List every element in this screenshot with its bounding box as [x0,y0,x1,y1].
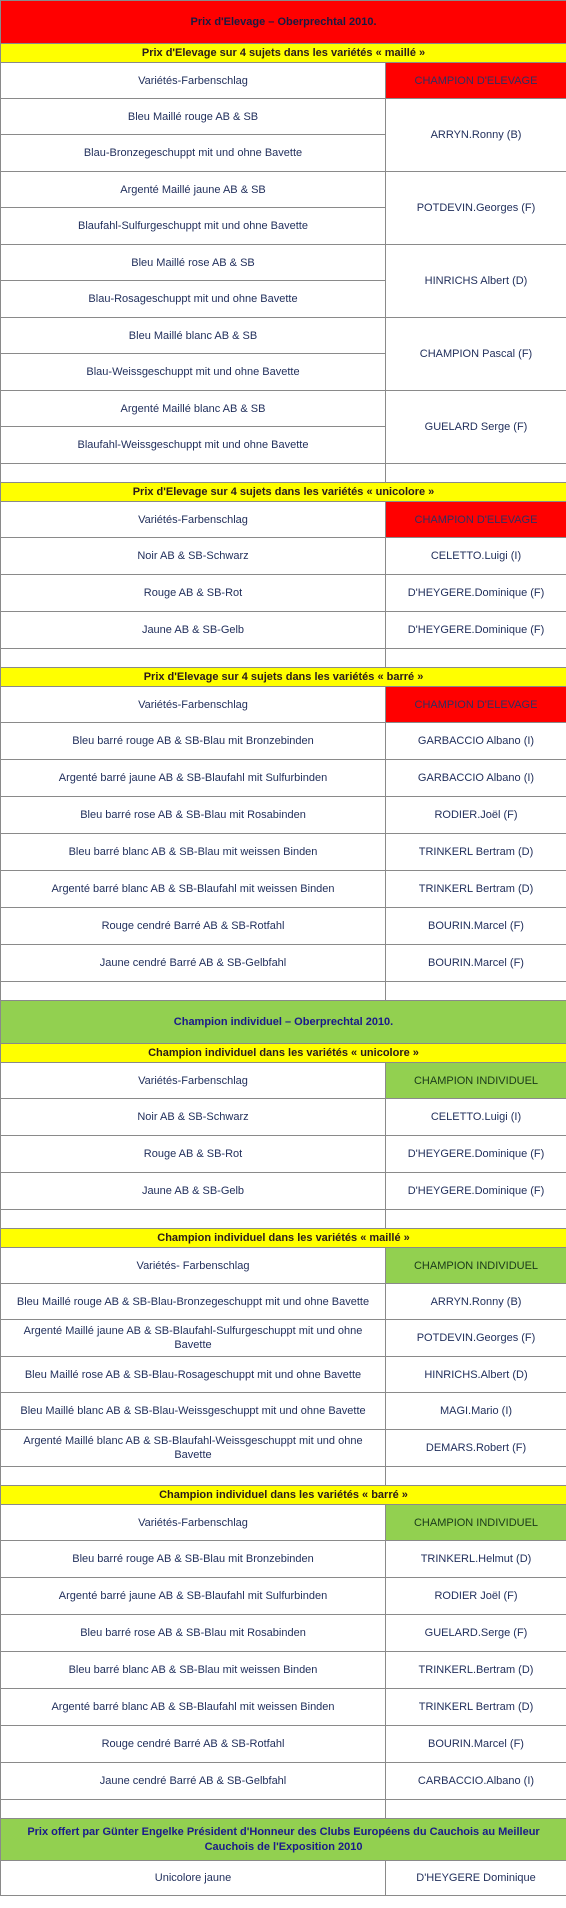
page-title: Prix d'Elevage – Oberprechtal 2010. [1,1,566,44]
spacer-row [1,1800,566,1819]
section-heading-row [1,668,566,687]
variety-cell: Bleu barré blanc AB & SB-Blau mit weissen Binden [1,1652,386,1689]
table-row [1,538,566,575]
table-row [1,760,566,797]
column-header-row [1,1248,566,1284]
section-heading-ind-barre: Champion individuel dans les variétés « barré » [1,1486,566,1505]
column-header-champion: CHAMPION INDIVIDUEL [386,1063,566,1099]
section-heading-ind-maille: Champion individuel dans les variétés « maillé » [1,1229,566,1248]
section-heading-ind-unicolore: Champion individuel dans les variétés « unicolore » [1,1044,566,1063]
champion-cell: TRINKERL.Bertram (D) [386,1652,566,1689]
table-row [1,318,566,354]
champion-cell: HINRICHS Albert (D) [386,245,566,318]
table-row [1,1357,566,1393]
champion-cell: RODIER.Joël (F) [386,797,566,834]
variety-cell: Jaune AB & SB-Gelb [1,1173,386,1210]
champion-cell: D'HEYGERE Dominique [386,1861,566,1896]
variety-cell: Argenté Maillé blanc AB & SB [1,391,386,427]
section-heading-maille: Prix d'Elevage sur 4 sujets dans les variétés « maillé » [1,44,566,63]
special-prize-heading: Prix offert par Günter Engelke Président d'Honneur des Clubs Européens du Cauchois au Meilleur Cauchois de l'Exposition 2010 [1,1819,566,1861]
variety-cell: Argenté Maillé jaune AB & SB-Blaufahl-Sulfurgeschuppt mit und ohne Bavette [1,1320,386,1357]
table-row [1,245,566,281]
table-row [1,1393,566,1430]
champion-cell: D'HEYGERE.Dominique (F) [386,1136,566,1173]
variety-cell: Jaune AB & SB-Gelb [1,612,386,649]
variety-cell: Jaune cendré Barré AB & SB-Gelbfahl [1,945,386,982]
variety-cell: Argenté barré blanc AB & SB-Blaufahl mit weissen Binden [1,871,386,908]
variety-cell: Bleu Maillé rose AB & SB [1,245,386,281]
variety-cell: Bleu barré blanc AB & SB-Blau mit weissen Binden [1,834,386,871]
section-heading-row [1,44,566,63]
champion-cell: GARBACCIO Albano (I) [386,723,566,760]
title-row [1,1819,566,1861]
variety-cell: Blau-Weissgeschuppt mit und ohne Bavette [1,354,386,391]
table-row [1,575,566,612]
column-header-variety: Variétés-Farbenschlag [1,1063,386,1099]
variety-cell: Bleu barré rouge AB & SB-Blau mit Bronzebinden [1,723,386,760]
column-header-variety: Variétés-Farbenschlag [1,1505,386,1541]
variety-cell: Jaune cendré Barré AB & SB-Gelbfahl [1,1763,386,1800]
individuel-title: Champion individuel – Oberprechtal 2010. [1,1001,566,1044]
table-row [1,391,566,427]
column-header-variety: Variétés-Farbenschlag [1,63,386,99]
variety-cell: Bleu Maillé rouge AB & SB [1,99,386,135]
spacer-row [1,1210,566,1229]
table-row [1,1284,566,1320]
table-row [1,1320,566,1357]
variety-cell: Unicolore jaune [1,1861,386,1896]
section-heading-row [1,1044,566,1063]
table-row [1,1726,566,1763]
variety-cell: Blau-Rosageschuppt mit und ohne Bavette [1,281,386,318]
champion-cell: CELETTO.Luigi (I) [386,538,566,575]
variety-cell: Argenté barré jaune AB & SB-Blaufahl mit Sulfurbinden [1,1578,386,1615]
results-table-body [1,1,566,1896]
table-row [1,1173,566,1210]
table-row [1,1430,566,1467]
table-row [1,172,566,208]
champion-cell: BOURIN.Marcel (F) [386,1726,566,1763]
variety-cell: Rouge AB & SB-Rot [1,1136,386,1173]
champion-cell: CELETTO.Luigi (I) [386,1099,566,1136]
column-header-variety: Variétés-Farbenschlag [1,687,386,723]
column-header-row [1,687,566,723]
variety-cell: Bleu Maillé rouge AB & SB-Blau-Bronzegeschuppt mit und ohne Bavette [1,1284,386,1320]
champion-cell: TRINKERL Bertram (D) [386,871,566,908]
table-row [1,1861,566,1896]
column-header-row [1,1063,566,1099]
title-row [1,1001,566,1044]
champion-cell: TRINKERL Bertram (D) [386,1689,566,1726]
section-heading-barre: Prix d'Elevage sur 4 sujets dans les variétés « barré » [1,668,566,687]
table-row [1,908,566,945]
column-header-row [1,502,566,538]
spacer-row [1,982,566,1001]
column-header-champion: CHAMPION D'ELEVAGE [386,63,566,99]
table-row [1,723,566,760]
champion-cell: RODIER Joël (F) [386,1578,566,1615]
champion-cell: DEMARS.Robert (F) [386,1430,566,1467]
variety-cell: Noir AB & SB-Schwarz [1,538,386,575]
table-row [1,1652,566,1689]
variety-cell: Rouge cendré Barré AB & SB-Rotfahl [1,908,386,945]
champion-cell: D'HEYGERE.Dominique (F) [386,612,566,649]
champion-cell: ARRYN.Ronny (B) [386,1284,566,1320]
title-row [1,1,566,44]
variety-cell: Argenté Maillé jaune AB & SB [1,172,386,208]
column-header-row [1,63,566,99]
champion-cell: GUELARD Serge (F) [386,391,566,464]
variety-cell: Blau-Bronzegeschuppt mit und ohne Bavette [1,135,386,172]
table-row [1,1763,566,1800]
champion-cell: CHAMPION Pascal (F) [386,318,566,391]
variety-cell: Rouge cendré Barré AB & SB-Rotfahl [1,1726,386,1763]
spacer-row [1,1467,566,1486]
variety-cell: Bleu barré rose AB & SB-Blau mit Rosabinden [1,797,386,834]
champion-cell: ARRYN.Ronny (B) [386,99,566,172]
column-header-champion: CHAMPION D'ELEVAGE [386,502,566,538]
variety-cell: Argenté Maillé blanc AB & SB-Blaufahl-Weissgeschuppt mit und ohne Bavette [1,1430,386,1467]
table-row [1,1615,566,1652]
champion-cell: D'HEYGERE.Dominique (F) [386,1173,566,1210]
section-heading-row [1,483,566,502]
spacer-row [1,649,566,668]
champion-cell: TRINKERL.Helmut (D) [386,1541,566,1578]
column-header-champion: CHAMPION INDIVIDUEL [386,1505,566,1541]
spacer-row [1,464,566,483]
champion-cell: BOURIN.Marcel (F) [386,908,566,945]
champion-cell: TRINKERL Bertram (D) [386,834,566,871]
champion-cell: GARBACCIO Albano (I) [386,760,566,797]
section-heading-unicolore: Prix d'Elevage sur 4 sujets dans les variétés « unicolore » [1,483,566,502]
variety-cell: Noir AB & SB-Schwarz [1,1099,386,1136]
variety-cell: Blaufahl-Weissgeschuppt mit und ohne Bavette [1,427,386,464]
table-row [1,945,566,982]
column-header-row [1,1505,566,1541]
table-row [1,1099,566,1136]
column-header-variety: Variétés- Farbenschlag [1,1248,386,1284]
column-header-champion: CHAMPION INDIVIDUEL [386,1248,566,1284]
champion-cell: HINRICHS.Albert (D) [386,1357,566,1393]
champion-cell: MAGI.Mario (I) [386,1393,566,1430]
variety-cell: Argenté barré jaune AB & SB-Blaufahl mit Sulfurbinden [1,760,386,797]
champion-cell: BOURIN.Marcel (F) [386,945,566,982]
table-row [1,612,566,649]
table-row [1,1541,566,1578]
variety-cell: Argenté barré blanc AB & SB-Blaufahl mit weissen Binden [1,1689,386,1726]
champion-cell: D'HEYGERE.Dominique (F) [386,575,566,612]
section-heading-row [1,1486,566,1505]
champion-cell: POTDEVIN.Georges (F) [386,1320,566,1357]
champion-cell: GUELARD.Serge (F) [386,1615,566,1652]
variety-cell: Blaufahl-Sulfurgeschuppt mit und ohne Bavette [1,208,386,245]
table-row [1,99,566,135]
variety-cell: Bleu barré rouge AB & SB-Blau mit Bronzebinden [1,1541,386,1578]
variety-cell: Bleu Maillé rose AB & SB-Blau-Rosageschuppt mit und ohne Bavette [1,1357,386,1393]
column-header-variety: Variétés-Farbenschlag [1,502,386,538]
table-row [1,797,566,834]
champion-cell: POTDEVIN.Georges (F) [386,172,566,245]
table-row [1,871,566,908]
table-row [1,1689,566,1726]
table-row [1,834,566,871]
column-header-champion: CHAMPION D'ELEVAGE [386,687,566,723]
table-row [1,1136,566,1173]
variety-cell: Bleu barré rose AB & SB-Blau mit Rosabinden [1,1615,386,1652]
table-row [1,1578,566,1615]
section-heading-row [1,1229,566,1248]
variety-cell: Bleu Maillé blanc AB & SB-Blau-Weissgeschuppt mit und ohne Bavette [1,1393,386,1430]
champion-cell: CARBACCIO.Albano (I) [386,1763,566,1800]
variety-cell: Rouge AB & SB-Rot [1,575,386,612]
variety-cell: Bleu Maillé blanc AB & SB [1,318,386,354]
